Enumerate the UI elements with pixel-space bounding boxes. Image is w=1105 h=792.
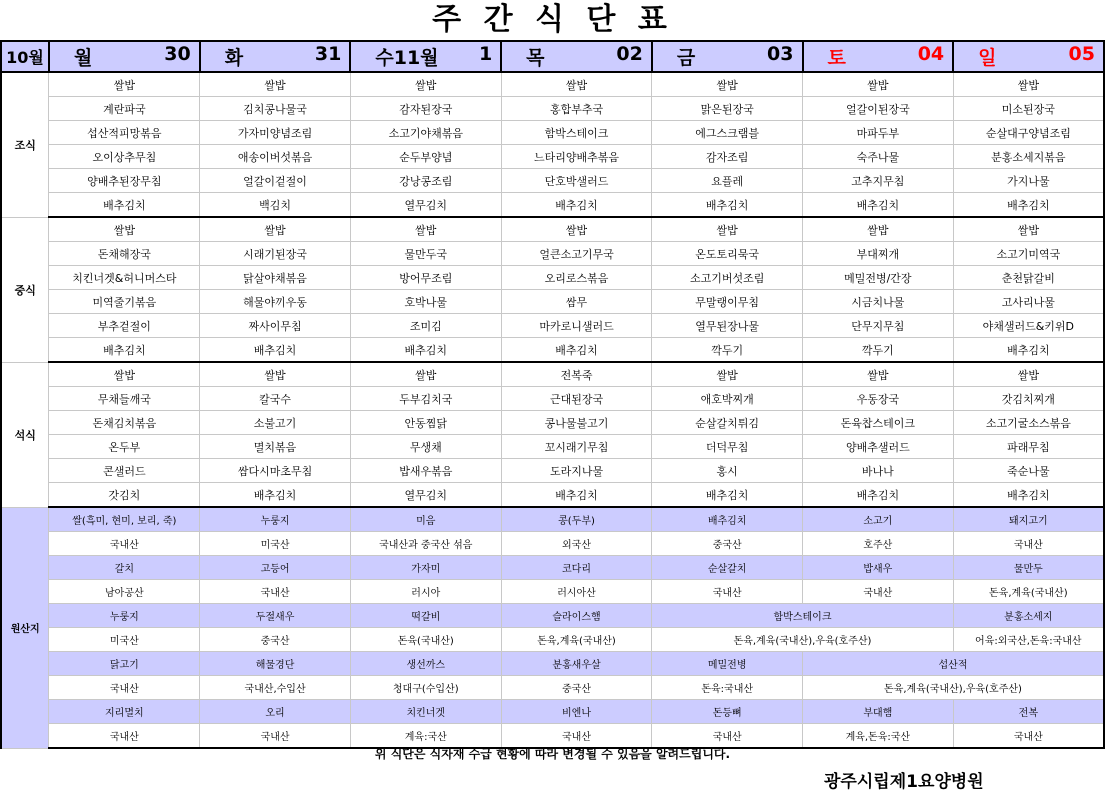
- menu-item: 쌀밥: [350, 72, 501, 97]
- origin-item: 쌀(흑미, 현미, 보리, 죽): [49, 507, 200, 532]
- menu-item: 돈채해장국: [49, 242, 200, 266]
- menu-item: 무말랭이무침: [652, 290, 803, 314]
- menu-item: 멸치볶음: [200, 435, 351, 459]
- origin-country: 국내산: [501, 724, 652, 749]
- menu-item: 온도토리묵국: [652, 242, 803, 266]
- origin-country: 국내산: [652, 724, 803, 749]
- origin-item: 두절새우: [200, 604, 351, 628]
- menu-item: 물만두국: [350, 242, 501, 266]
- origin-item: 배추김치: [652, 507, 803, 532]
- menu-item: 계란파국: [49, 97, 200, 121]
- menu-item: 조미김: [350, 314, 501, 338]
- origin-item: 생선까스: [350, 652, 501, 676]
- origin-item: 고등어: [200, 556, 351, 580]
- origin-country: 국내산: [49, 724, 200, 749]
- origin-country: 돈육(국내산): [350, 628, 501, 652]
- menu-item: 순살갈치튀김: [652, 411, 803, 435]
- menu-item: 돈육찹스테이크: [803, 411, 954, 435]
- origin-item: 섭산적: [803, 652, 1105, 676]
- menu-item: 안동찜닭: [350, 411, 501, 435]
- day-header: [49, 41, 200, 72]
- menu-item: 소고기굴소스볶음: [953, 411, 1104, 435]
- origin-item: 미음: [350, 507, 501, 532]
- menu-item: 쌀밥: [953, 72, 1104, 97]
- menu-item: 마파두부: [803, 121, 954, 145]
- day-name: 화: [224, 47, 244, 69]
- menu-item: 맑은된장국: [652, 97, 803, 121]
- menu-item: 소고기버섯조림: [652, 266, 803, 290]
- menu-item: 무채들깨국: [49, 387, 200, 411]
- origin-country: 어육:외국산,돈육:국내산: [953, 628, 1104, 652]
- menu-item: 치킨너겟&허니머스타: [49, 266, 200, 290]
- menu-item: 호박나물: [350, 290, 501, 314]
- origin-item: 물만두: [953, 556, 1104, 580]
- menu-item: 소불고기: [200, 411, 351, 435]
- menu-item: 죽순나물: [953, 459, 1104, 483]
- origin-country: 국내산,수입산: [200, 676, 351, 700]
- menu-item: 배추김치: [803, 193, 954, 218]
- menu-item: 미소된장국: [953, 97, 1104, 121]
- origin-item: 분홍소세지: [953, 604, 1104, 628]
- menu-item: 쌀밥: [652, 362, 803, 387]
- menu-item: 고추지무침: [803, 169, 954, 193]
- menu-item: 배추김치: [200, 483, 351, 508]
- menu-item: 얼갈이된장국: [803, 97, 954, 121]
- menu-item: 배추김치: [953, 193, 1104, 218]
- day-name: 수11월: [375, 47, 439, 69]
- origin-country: 중국산: [501, 676, 652, 700]
- menu-item: 쌀밥: [350, 362, 501, 387]
- menu-item: 부대찌개: [803, 242, 954, 266]
- origin-item: 갈치: [49, 556, 200, 580]
- menu-item: 무생채: [350, 435, 501, 459]
- day-name: 토: [827, 47, 846, 69]
- menu-item: 마카로니샐러드: [501, 314, 652, 338]
- menu-item: 온두부: [49, 435, 200, 459]
- origin-item: 분홍새우살: [501, 652, 652, 676]
- menu-item: 쌀밥: [803, 72, 954, 97]
- origin-country: 계육,돈육:국산: [803, 724, 954, 749]
- menu-item: 양배추샐러드: [803, 435, 954, 459]
- menu-item: 홍합부추국: [501, 97, 652, 121]
- menu-item: 쌀밥: [501, 72, 652, 97]
- menu-item: 돈채김치볶음: [49, 411, 200, 435]
- origin-country: 국내산: [953, 724, 1104, 749]
- origin-country: 미국산: [49, 628, 200, 652]
- menu-item: 콘샐러드: [49, 459, 200, 483]
- menu-item: 쌀밥: [49, 362, 200, 387]
- day-date: 31: [314, 43, 342, 65]
- day-date: 1: [478, 43, 493, 65]
- menu-item: 갓김치찌개: [953, 387, 1104, 411]
- menu-item: 단무지무침: [803, 314, 954, 338]
- origin-label: 원산지: [1, 507, 49, 748]
- origin-item: 부대햄: [803, 700, 954, 724]
- menu-item: 시래기된장국: [200, 242, 351, 266]
- menu-item: 미역줄기볶음: [49, 290, 200, 314]
- menu-item: 배추김치: [652, 483, 803, 508]
- origin-item: 떡갈비: [350, 604, 501, 628]
- menu-item: 근대된장국: [501, 387, 652, 411]
- origin-item: 돼지고기: [953, 507, 1104, 532]
- menu-item: 꼬시래기무침: [501, 435, 652, 459]
- menu-item: 감자조림: [652, 145, 803, 169]
- menu-item: 감자된장국: [350, 97, 501, 121]
- origin-country: 돈육,계육(국내산): [953, 580, 1104, 604]
- origin-item: 콩(두부): [501, 507, 652, 532]
- menu-item: 느타리양배추볶음: [501, 145, 652, 169]
- day-header: [501, 41, 652, 72]
- menu-item: 쌀밥: [953, 362, 1104, 387]
- menu-item: 쌀밥: [803, 217, 954, 242]
- day-header: [803, 41, 954, 72]
- menu-item: 고사리나물: [953, 290, 1104, 314]
- menu-item: 섭산적피망볶음: [49, 121, 200, 145]
- day-date: 30: [164, 43, 191, 65]
- day-name: 금: [676, 47, 696, 69]
- origin-country: 호주산: [803, 532, 954, 556]
- month-label: 10월: [1, 41, 49, 72]
- menu-item: 쌀밥: [49, 72, 200, 97]
- origin-item: 오리: [200, 700, 351, 724]
- menu-item: 배추김치: [350, 338, 501, 363]
- menu-item: 요플레: [652, 169, 803, 193]
- menu-item: 전복죽: [501, 362, 652, 387]
- menu-item: 배추김치: [49, 338, 200, 363]
- menu-item: 쌀밥: [200, 362, 351, 387]
- origin-country: 돈육,계육(국내산),우육(호주산): [803, 676, 1105, 700]
- menu-item: 부추겉절이: [49, 314, 200, 338]
- menu-item: 배추김치: [200, 338, 351, 363]
- origin-country: 국내산: [652, 580, 803, 604]
- day-date: 03: [767, 43, 794, 65]
- origin-item: 닭고기: [49, 652, 200, 676]
- menu-item: 배추김치: [501, 193, 652, 218]
- day-date: 04: [917, 43, 945, 65]
- origin-country: 국내산: [49, 532, 200, 556]
- day-header: [953, 41, 1104, 72]
- origin-item: 밥새우: [803, 556, 954, 580]
- day-header: [350, 41, 501, 72]
- origin-country: 러시아: [350, 580, 501, 604]
- menu-item: 해물야끼우동: [200, 290, 351, 314]
- menu-item: 쌈무: [501, 290, 652, 314]
- menu-item: 소고기미역국: [953, 242, 1104, 266]
- menu-item: 에그스크램블: [652, 121, 803, 145]
- origin-country: 미국산: [200, 532, 351, 556]
- menu-item: 파래무침: [953, 435, 1104, 459]
- origin-country: 중국산: [200, 628, 351, 652]
- day-header: [652, 41, 803, 72]
- origin-country: 중국산: [652, 532, 803, 556]
- hospital-name: 광주시립제1요양병원: [824, 772, 984, 792]
- origin-country: 국내산: [200, 724, 351, 749]
- origin-item: 치킨너겟: [350, 700, 501, 724]
- menu-item: 함박스테이크: [501, 121, 652, 145]
- menu-item: 쌀밥: [49, 217, 200, 242]
- menu-title: [0, 0, 1105, 39]
- menu-item: 애호박찌개: [652, 387, 803, 411]
- menu-item: 배추김치: [953, 338, 1104, 363]
- origin-country: 외국산: [501, 532, 652, 556]
- day-date: 05: [1068, 43, 1095, 65]
- menu-item: 가자미양념조림: [200, 121, 351, 145]
- meal-label: 석식: [1, 362, 49, 507]
- origin-item: 해물경단: [200, 652, 351, 676]
- menu-item: 백김치: [200, 193, 351, 218]
- menu-item: 쌀밥: [200, 72, 351, 97]
- menu-item: 배추김치: [803, 483, 954, 508]
- origin-item: 누룽지: [200, 507, 351, 532]
- menu-item: 소고기야채볶음: [350, 121, 501, 145]
- day-header: [200, 41, 351, 72]
- menu-item: 애송이버섯볶음: [200, 145, 351, 169]
- menu-item: 춘천닭갈비: [953, 266, 1104, 290]
- weekly-menu-table: [0, 40, 1105, 749]
- origin-item: 누룽지: [49, 604, 200, 628]
- origin-country: 청대구(수입산): [350, 676, 501, 700]
- origin-item: 돈등뼈: [652, 700, 803, 724]
- day-date: 02: [616, 43, 643, 65]
- origin-country: 국내산: [953, 532, 1104, 556]
- menu-item: 쌀밥: [803, 362, 954, 387]
- menu-item: 밥새우볶음: [350, 459, 501, 483]
- origin-item: 전복: [953, 700, 1104, 724]
- origin-item: 슬라이스햄: [501, 604, 652, 628]
- origin-item: 코다리: [501, 556, 652, 580]
- origin-item: 순살갈치: [652, 556, 803, 580]
- origin-item: 비엔나: [501, 700, 652, 724]
- menu-item: 시금치나물: [803, 290, 954, 314]
- menu-item: 얼큰소고기무국: [501, 242, 652, 266]
- menu-item: 콩나물불고기: [501, 411, 652, 435]
- menu-item: 배추김치: [49, 193, 200, 218]
- menu-item: 배추김치: [652, 193, 803, 218]
- menu-item: 양배추된장무침: [49, 169, 200, 193]
- menu-item: 짜사이무침: [200, 314, 351, 338]
- menu-item: 열무김치: [350, 193, 501, 218]
- menu-item: 숙주나물: [803, 145, 954, 169]
- menu-item: 쌀밥: [350, 217, 501, 242]
- menu-item: 두부김치국: [350, 387, 501, 411]
- menu-item: 분홍소세지볶음: [953, 145, 1104, 169]
- menu-title-text: 주 간 식 단 표: [432, 2, 673, 37]
- origin-country: 러시아산: [501, 580, 652, 604]
- menu-item: 쌀밥: [953, 217, 1104, 242]
- menu-item: 오이상추무침: [49, 145, 200, 169]
- menu-item: 쌀밥: [652, 72, 803, 97]
- day-name: 일: [978, 47, 997, 69]
- menu-item: 열무김치: [350, 483, 501, 508]
- menu-item: 도라지나물: [501, 459, 652, 483]
- menu-item: 단호박샐러드: [501, 169, 652, 193]
- menu-item: 쌈다시마초무침: [200, 459, 351, 483]
- menu-item: 홍시: [652, 459, 803, 483]
- menu-item: 메밀전병/간장: [803, 266, 954, 290]
- menu-item: 바나나: [803, 459, 954, 483]
- origin-country: 돈육,계육(국내산): [501, 628, 652, 652]
- menu-item: 김치콩나물국: [200, 97, 351, 121]
- origin-country: 돈육:국내산: [652, 676, 803, 700]
- menu-item: 가지나물: [953, 169, 1104, 193]
- origin-country: 국내산: [803, 580, 954, 604]
- menu-item: 쌀밥: [501, 217, 652, 242]
- origin-item: 메밀전병: [652, 652, 803, 676]
- notice-text: 위 식단은 식자재 수급 현황에 따라 변경될 수 있음을 알려드립니다.: [374, 747, 731, 761]
- day-name: 월: [73, 47, 93, 69]
- menu-item: 칼국수: [200, 387, 351, 411]
- origin-country: 국내산과 중국산 섞음: [350, 532, 501, 556]
- menu-item: 깍두기: [803, 338, 954, 363]
- meal-label: 조식: [1, 72, 49, 217]
- menu-item: 쌀밥: [652, 217, 803, 242]
- menu-item: 쌀밥: [200, 217, 351, 242]
- origin-item: 소고기: [803, 507, 954, 532]
- meal-label: 중식: [1, 217, 49, 362]
- origin-item: 가자미: [350, 556, 501, 580]
- menu-item: 배추김치: [501, 483, 652, 508]
- menu-item: 더덕무침: [652, 435, 803, 459]
- menu-item: 갓김치: [49, 483, 200, 508]
- origin-country: 남아공산: [49, 580, 200, 604]
- day-name: 목: [526, 47, 545, 69]
- origin-item: 함박스테이크: [652, 604, 953, 628]
- menu-item: 우동장국: [803, 387, 954, 411]
- menu-item: 얼갈이겉절이: [200, 169, 351, 193]
- menu-item: 야채샐러드&키위D: [953, 314, 1104, 338]
- origin-country: 계육:국산: [350, 724, 501, 749]
- menu-item: 배추김치: [501, 338, 652, 363]
- origin-item: 지리멸치: [49, 700, 200, 724]
- origin-country: 국내산: [200, 580, 351, 604]
- menu-item: 순살대구양념조림: [953, 121, 1104, 145]
- menu-item: 배추김치: [953, 483, 1104, 508]
- menu-item: 방어무조림: [350, 266, 501, 290]
- origin-country: 국내산: [49, 676, 200, 700]
- menu-item: 깍두기: [652, 338, 803, 363]
- menu-item: 오리로스볶음: [501, 266, 652, 290]
- menu-item: 강낭콩조림: [350, 169, 501, 193]
- menu-item: 닭살야채볶음: [200, 266, 351, 290]
- menu-item: 순두부양념: [350, 145, 501, 169]
- menu-item: 열무된장나물: [652, 314, 803, 338]
- origin-country: 돈육,계육(국내산),우육(호주산): [652, 628, 953, 652]
